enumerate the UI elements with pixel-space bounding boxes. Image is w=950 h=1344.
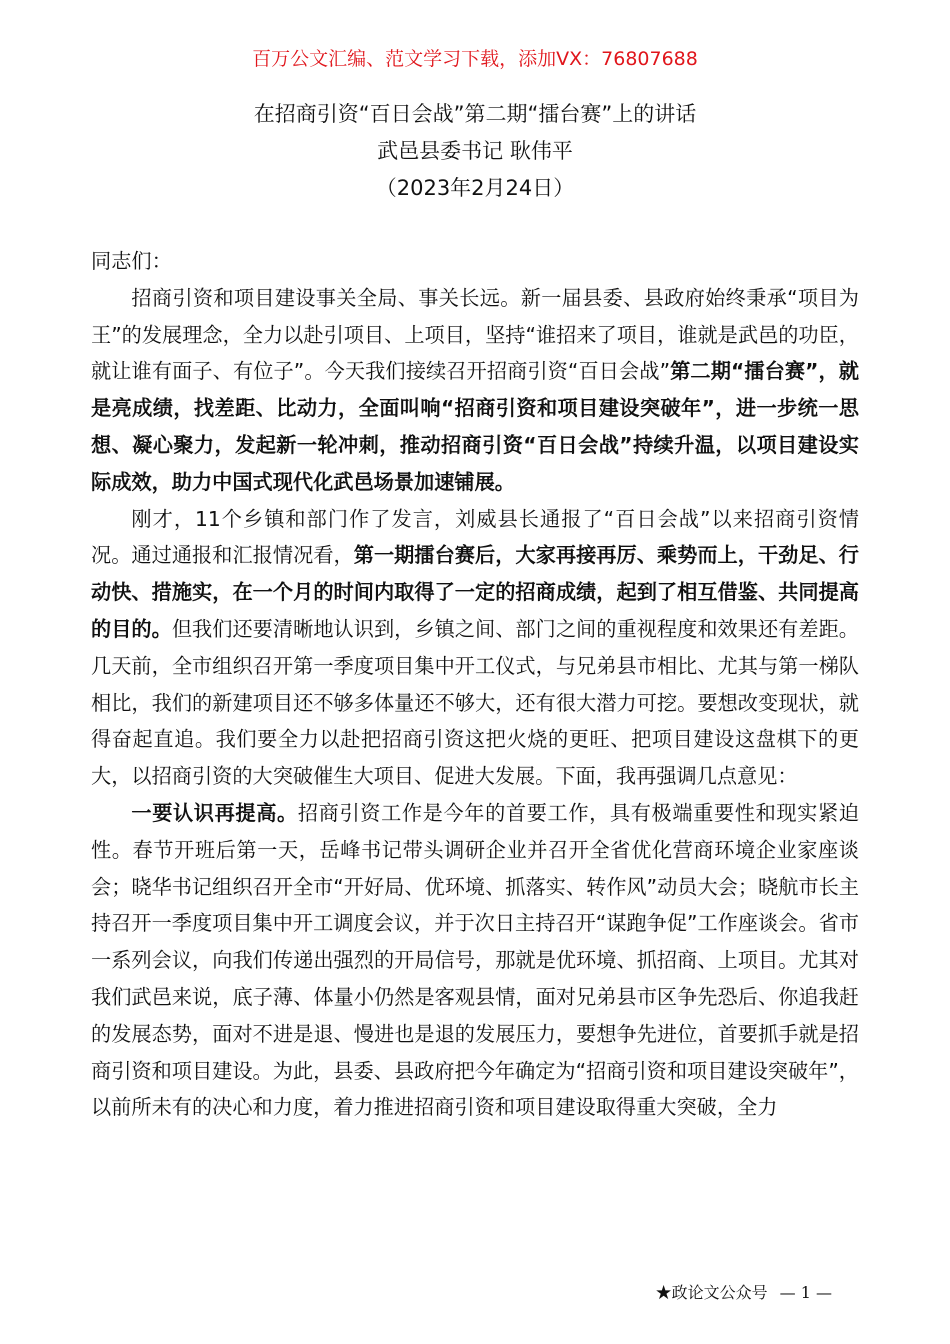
section-heading-1: 一要认识再提高。 [131,800,298,825]
body-text [91,243,859,1126]
paragraph-2-text-a: 刚才，11个乡镇和部门作了发言，刘威县长通报了“百日会战”以来招商引资情况。通过通报和汇报情况看， [91,506,859,568]
greeting: 同志们： [91,249,172,273]
promo-banner: 百万公文汇编、范文学习下载，添加VX：76807688 [252,48,698,70]
paragraph-1 [91,280,859,501]
paragraph-3 [91,795,859,1126]
page-footer [656,1281,832,1305]
paragraph-1-bold: 第二期“擂台赛”，就是亮成绩，找差距、比动力，全面叫响“招商引资和项目建设突破年”，进一步统一思想、凝心聚力，发起新一轮冲刺，推动招商引资“百日会战”持续升温，以项目建设实际成效，助力中国式现代化武邑场景加速铺展。 [91,359,859,494]
speaker-line: 武邑县委书记 耿伟平 [377,139,573,163]
paragraph-2 [91,501,859,795]
paragraph-3-text: 招商引资工作是今年的首要工作，具有极端重要性和现实紧迫性。春节开班后第一天，岳峰书记带头调研企业并召开全省优化营商环境企业家座谈会；晓华书记组织召开全市“开好局、优环境、抓落实、转作风”动员大会；晓航市长主持召开一季度项目集中开工调度会议，并于次日主持召开“谋跑争促”工作座谈会。省市一系列会议，向我们传递出强烈的开局信号，那就是优环境、抓招商、上项目。尤其对我们武邑来说，底子薄、体量小仍然是客观县情，面对兄弟县市区争先恐后、你追我赶的发展态势，面对不进是退、慢进也是退的发展压力，要想争先进位，首要抓手就是招商引资和项目建设。为此，县委、县政府把今年确定为“招商引资和项目建设突破年”，以前所未有的决心和力度，着力推进招商引资和项目建设取得重大突破，全力 [91,800,859,1120]
paragraph-1-text: 招商引资和项目建设事关全局、事关长远。新一届县委、县政府始终秉承“项目为王”的发展理念，全力以赴引项目、上项目，坚持“谁招来了项目，谁就是武邑的功臣，就让谁有面子、有位子”。今天我们接续召开招商引资“百日会战” [91,285,859,384]
date-line: （2023年2月24日） [375,176,575,200]
speech-title: 在招商引资“百日会战”第二期“擂台赛”上的讲话 [253,102,697,126]
paragraph-2-bold: 第一期擂台赛后，大家再接再厉、乘势而上，干劲足、行动快、措施实，在一个月的时间内取得了一定的招商成绩，起到了相互借鉴、共同提高的目的。 [91,543,859,641]
page-number: — 1 — [779,1283,832,1302]
footer-source: ★政论文公众号 [655,1283,768,1302]
title-block [0,96,950,207]
paragraph-2-text-c: 但我们还要清晰地认识到，乡镇之间、部门之间的重视程度和效果还有差距。几天前，全市组织召开第一季度项目集中开工仪式，与兄弟县市相比、尤其与第一梯队相比，我们的新建项目还不够多体量还不够大，还有很大潜力可挖。要想改变现状，就得奋起直追。我们要全力以赴把招商引资这把火烧的更旺、把项目建设这盘棋下的更大，以招商引资的大突破催生大项目、促进大发展。下面，我再强调几点意见： [91,616,859,789]
